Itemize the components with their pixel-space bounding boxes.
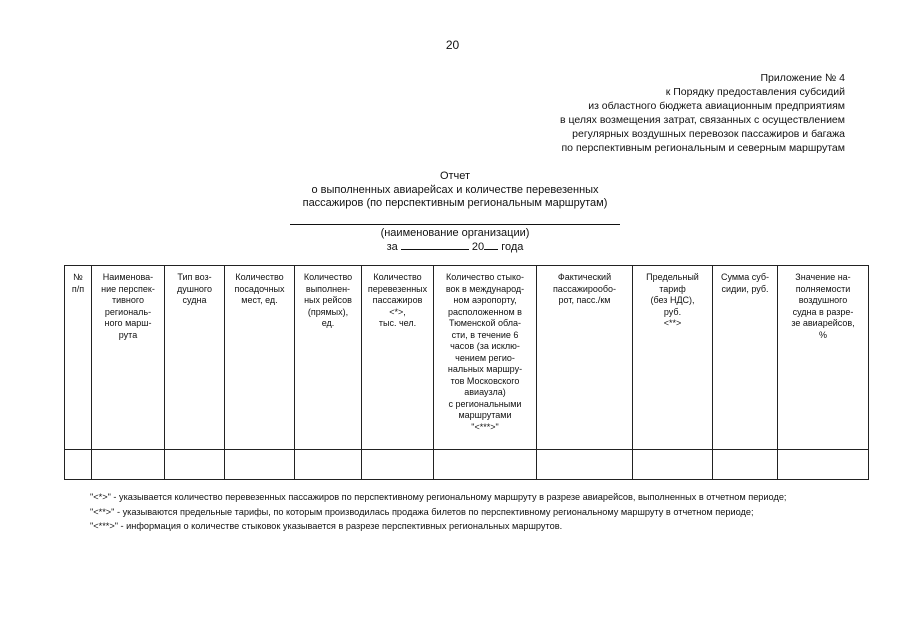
appendix-line: Приложение № 4 xyxy=(760,72,845,84)
column-header-load-factor: Значение на- полняемости воздушного судна в разре- зе авиарейсов, % xyxy=(778,266,869,450)
page-number: 20 xyxy=(445,38,460,52)
appendix-line: к Порядку предоставления субсидий xyxy=(665,86,845,98)
column-header-max-tariff: Предельный тариф (без НДС), руб. <**> xyxy=(633,266,713,450)
table-cell xyxy=(65,450,92,480)
organization-name-blank xyxy=(290,214,620,225)
period-blank xyxy=(401,240,469,250)
appendix-line: по перспективным региональным и северным маршрутам xyxy=(561,142,845,154)
table-cell xyxy=(225,450,295,480)
period-year: 20 xyxy=(471,241,485,253)
footnotes xyxy=(68,491,844,535)
column-header-passenger-turnover: Фактический пассажирообо- рот, пасс./км xyxy=(537,266,633,450)
period-suffix: года xyxy=(501,241,524,253)
column-header-seats: Количество посадочных мест, ед. xyxy=(225,266,295,450)
table-cell xyxy=(778,450,869,480)
table-cell xyxy=(713,450,778,480)
column-header-route: Наименова- ние перспек- тивного региональ- ного марш- рута xyxy=(92,266,165,450)
column-header-connections: Количество стыко- вок в международ- ном аэропорту, расположенном в Тюменской обла- сти, в течение 6 часов (за исклю- чением регио- нальных маршру- тов Московского авиаузла) с региональными маршрутами "<***>" xyxy=(434,266,537,450)
report-title: Отчет xyxy=(439,170,471,182)
column-header-number: № п/п xyxy=(65,266,92,450)
footnote: "<***>" - информация о количестве стыковок указывается в разрезе перспективных региональных маршрутов. xyxy=(90,521,563,532)
appendix-line: в целях возмещения затрат, связанных с осуществлением xyxy=(559,114,845,126)
report-period xyxy=(270,240,640,255)
footnote: "<**>" - указываются предельные тарифы, по которым производилась продажа билетов по перспективному региональному маршруту в отчетном периоде; xyxy=(90,506,754,517)
table-cell xyxy=(537,450,633,480)
report-table xyxy=(64,265,869,480)
appendix-line: из областного бюджета авиационным предприятиям xyxy=(588,100,845,112)
footnote: "<*>" - указывается количество перевезенных пассажиров по перспективному региональному маршруту в разрезе авиарейсов, выполненных в отчетном периоде; xyxy=(90,492,787,502)
appendix-line: регулярных воздушных перевозок пассажиров и багажа xyxy=(572,128,845,140)
table-cell xyxy=(165,450,225,480)
table-cell xyxy=(434,450,537,480)
organization-label: (наименование организации) xyxy=(380,226,530,239)
report-heading xyxy=(270,170,640,255)
appendix-block xyxy=(425,71,845,155)
table-cell xyxy=(92,450,165,480)
report-subtitle-line: о выполненных авиарейсах и количестве перевезенных xyxy=(311,183,599,196)
column-header-passengers: Количество перевезенных пассажиров <*>, тыс. чел. xyxy=(362,266,434,450)
report-subtitle-line: пассажиров (по перспективным региональным маршрутам) xyxy=(302,197,608,209)
table-header-row xyxy=(65,266,869,450)
column-header-aircraft-type: Тип воз- душного судна xyxy=(165,266,225,450)
table-cell xyxy=(362,450,434,480)
table-cell xyxy=(295,450,362,480)
column-header-flights: Количество выполнен- ных рейсов (прямых), ед. xyxy=(295,266,362,450)
period-prefix: за xyxy=(386,241,398,253)
table-cell xyxy=(633,450,713,480)
column-header-subsidy: Сумма суб- сидии, руб. xyxy=(713,266,778,450)
table-row xyxy=(65,450,869,480)
year-digits-blank xyxy=(484,240,498,250)
